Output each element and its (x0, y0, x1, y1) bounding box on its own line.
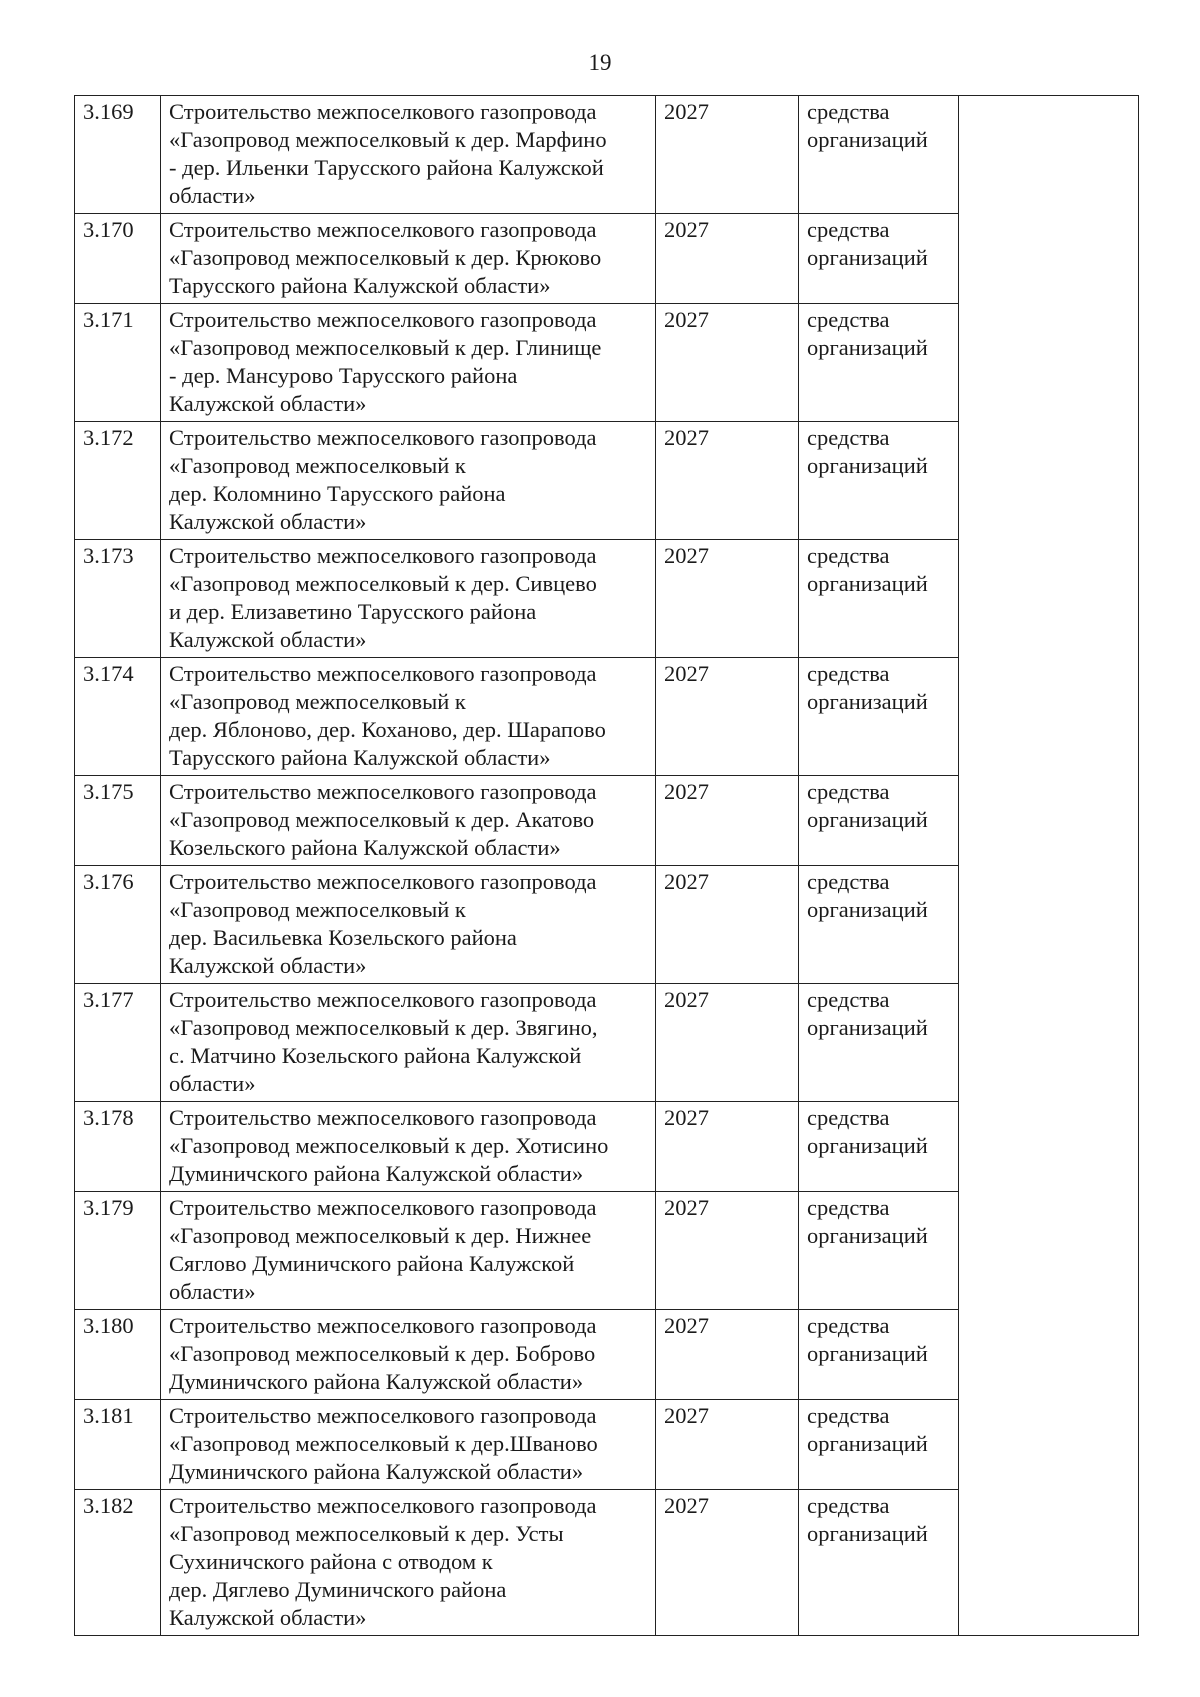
description-line: дер. Яблоново, дер. Коханово, дер. Шарапово (169, 717, 606, 742)
table-row (75, 96, 1139, 214)
item-number: 3.172 (75, 422, 161, 540)
item-year: 2027 (656, 776, 799, 866)
item-description (161, 1400, 656, 1490)
item-year: 2027 (656, 1310, 799, 1400)
item-number: 3.177 (75, 984, 161, 1102)
funding-source-line: средства (807, 779, 890, 804)
description-line: Калужской области» (169, 509, 367, 534)
item-number: 3.179 (75, 1192, 161, 1310)
item-year: 2027 (656, 866, 799, 984)
item-number: 3.181 (75, 1400, 161, 1490)
description-line: Строительство межпоселкового газопровода (169, 987, 597, 1012)
funding-source-line: организаций (807, 245, 928, 270)
item-description (161, 866, 656, 984)
description-line: «Газопровод межпоселковый к дер. Крюково (169, 245, 602, 270)
item-number: 3.176 (75, 866, 161, 984)
funding-source (799, 304, 959, 422)
description-line: «Газопровод межпоселковый к дер. Боброво (169, 1341, 596, 1366)
item-number: 3.175 (75, 776, 161, 866)
description-line: Строительство межпоселкового газопровода (169, 779, 597, 804)
item-year: 2027 (656, 304, 799, 422)
funding-source-line: средства (807, 1195, 890, 1220)
item-description (161, 96, 656, 214)
funding-source-line: организаций (807, 807, 928, 832)
funding-source-line: организаций (807, 1223, 928, 1248)
item-year: 2027 (656, 214, 799, 304)
item-number: 3.169 (75, 96, 161, 214)
description-line: Калужской области» (169, 953, 367, 978)
funding-source-line: организаций (807, 1431, 928, 1456)
funding-source (799, 776, 959, 866)
description-line: области» (169, 1279, 256, 1304)
description-line: дер. Васильевка Козельского района (169, 925, 517, 950)
page-number: 19 (588, 50, 612, 75)
description-line: Строительство межпоселкового газопровода (169, 1105, 597, 1130)
description-line: Строительство межпоселкового газопровода (169, 217, 597, 242)
item-year: 2027 (656, 1490, 799, 1636)
item-description (161, 1490, 656, 1636)
description-line: Строительство межпоселкового газопровода (169, 661, 597, 686)
funding-source-line: организаций (807, 897, 928, 922)
funding-source (799, 658, 959, 776)
funding-source (799, 422, 959, 540)
funding-source-line: средства (807, 869, 890, 894)
item-description (161, 422, 656, 540)
funding-source-line: организаций (807, 335, 928, 360)
funding-source-line: средства (807, 217, 890, 242)
item-year: 2027 (656, 1400, 799, 1490)
funding-source (799, 1490, 959, 1636)
description-line: - дер. Мансурово Тарусского района (169, 363, 518, 388)
funding-source (799, 1102, 959, 1192)
description-line: Калужской области» (169, 391, 367, 416)
funding-source-line: средства (807, 661, 890, 686)
funding-source-line: организаций (807, 1341, 928, 1366)
description-line: «Газопровод межпоселковый к (169, 689, 466, 714)
item-year: 2027 (656, 540, 799, 658)
description-line: «Газопровод межпоселковый к дер. Усты (169, 1521, 564, 1546)
description-line: Строительство межпоселкового газопровода (169, 1403, 597, 1428)
description-line: «Газопровод межпоселковый к дер. Глинище (169, 335, 602, 360)
funding-source-line: средства (807, 543, 890, 568)
funding-source-line: организаций (807, 453, 928, 478)
item-description (161, 984, 656, 1102)
description-line: «Газопровод межпоселковый к (169, 897, 466, 922)
item-description (161, 776, 656, 866)
funding-source-line: организаций (807, 1015, 928, 1040)
description-line: Строительство межпоселкового газопровода (169, 99, 597, 124)
funding-source (799, 96, 959, 214)
item-year: 2027 (656, 984, 799, 1102)
item-description (161, 304, 656, 422)
item-number: 3.178 (75, 1102, 161, 1192)
funding-source-line: средства (807, 425, 890, 450)
description-line: Сяглово Думиничского района Калужской (169, 1251, 575, 1276)
description-line: Строительство межпоселкового газопровода (169, 307, 597, 332)
funding-source-line: средства (807, 1313, 890, 1338)
funding-source-line: средства (807, 1493, 890, 1518)
description-line: Думиничского района Калужской области» (169, 1459, 584, 1484)
funding-source-line: организаций (807, 689, 928, 714)
description-line: Сухиничского района с отводом к (169, 1549, 493, 1574)
gas-pipeline-table (74, 95, 1139, 1636)
description-line: Думиничского района Калужской области» (169, 1369, 584, 1394)
description-line: Тарусского района Калужской области» (169, 273, 551, 298)
funding-source-line: организаций (807, 127, 928, 152)
description-line: «Газопровод межпоселковый к дер. Нижнее (169, 1223, 592, 1248)
description-line: - дер. Ильенки Тарусского района Калужской (169, 155, 604, 180)
description-line: «Газопровод межпоселковый к (169, 453, 466, 478)
description-line: Тарусского района Калужской области» (169, 745, 551, 770)
funding-source (799, 1400, 959, 1490)
description-line: Калужской области» (169, 627, 367, 652)
item-number: 3.180 (75, 1310, 161, 1400)
description-line: дер. Дяглево Думиничского района (169, 1577, 507, 1602)
item-description (161, 1310, 656, 1400)
description-line: и дер. Елизаветино Тарусского района (169, 599, 537, 624)
funding-source-line: средства (807, 99, 890, 124)
description-line: Калужской области» (169, 1605, 367, 1630)
description-line: Козельского района Калужской области» (169, 835, 561, 860)
funding-source-line: средства (807, 1105, 890, 1130)
funding-source (799, 540, 959, 658)
description-line: дер. Коломнино Тарусского района (169, 481, 506, 506)
description-line: Строительство межпоселкового газопровода (169, 869, 597, 894)
table-body (75, 96, 1139, 1636)
item-number: 3.182 (75, 1490, 161, 1636)
description-line: Строительство межпоселкового газопровода (169, 543, 597, 568)
description-line: «Газопровод межпоселковый к дер. Звягино, (169, 1015, 598, 1040)
funding-source-line: организаций (807, 571, 928, 596)
funding-source-line: средства (807, 987, 890, 1012)
item-year: 2027 (656, 1102, 799, 1192)
item-description (161, 540, 656, 658)
description-line: «Газопровод межпоселковый к дер.Шваново (169, 1431, 598, 1456)
funding-source-line: средства (807, 1403, 890, 1428)
item-number: 3.174 (75, 658, 161, 776)
description-line: Строительство межпоселкового газопровода (169, 1493, 597, 1518)
funding-source (799, 1310, 959, 1400)
funding-source-line: организаций (807, 1133, 928, 1158)
item-year: 2027 (656, 422, 799, 540)
description-line: Строительство межпоселкового газопровода (169, 1313, 597, 1338)
description-line: области» (169, 183, 256, 208)
item-number: 3.171 (75, 304, 161, 422)
item-number: 3.173 (75, 540, 161, 658)
description-line: «Газопровод межпоселковый к дер. Акатово (169, 807, 595, 832)
funding-source (799, 214, 959, 304)
item-year: 2027 (656, 96, 799, 214)
item-number: 3.170 (75, 214, 161, 304)
description-line: «Газопровод межпоселковый к дер. Марфино (169, 127, 607, 152)
funding-source-line: средства (807, 307, 890, 332)
item-description (161, 1102, 656, 1192)
item-description (161, 214, 656, 304)
item-description (161, 658, 656, 776)
description-line: Строительство межпоселкового газопровода (169, 425, 597, 450)
funding-source (799, 1192, 959, 1310)
description-line: Строительство межпоселкового газопровода (169, 1195, 597, 1220)
item-year: 2027 (656, 1192, 799, 1310)
description-line: Думиничского района Калужской области» (169, 1161, 584, 1186)
item-description (161, 1192, 656, 1310)
item-year: 2027 (656, 658, 799, 776)
description-line: «Газопровод межпоселковый к дер. Хотисино (169, 1133, 609, 1158)
funding-source (799, 984, 959, 1102)
funding-source (799, 866, 959, 984)
funding-source-line: организаций (807, 1521, 928, 1546)
description-line: «Газопровод межпоселковый к дер. Сивцево (169, 571, 597, 596)
description-line: области» (169, 1071, 256, 1096)
notes-column (959, 96, 1139, 1636)
description-line: с. Матчино Козельского района Калужской (169, 1043, 582, 1068)
